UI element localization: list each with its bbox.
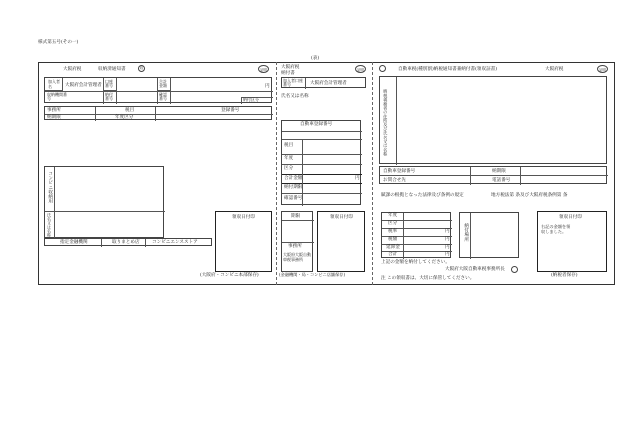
middle-confirm-no-label: 確認番号 xyxy=(284,196,303,201)
right-header-title: 自動車税(種別割)納税通知書兼納付書(領収証書) xyxy=(398,67,498,72)
middle-section xyxy=(277,62,372,285)
right-basis-value: 地方税法第 条及び大阪府税条例第 条 xyxy=(491,193,568,198)
left-tax-item-label: 税目 xyxy=(125,108,135,113)
middle-tax-item-label: 税目 xyxy=(284,143,294,148)
left-conv-block xyxy=(44,166,164,238)
left-convstore-label: コンビニエンスストア xyxy=(152,240,198,245)
left-receipt-stamp-box xyxy=(215,211,272,272)
right-amount-label: 税額 xyxy=(388,237,398,242)
left-conv-label: コンビニ収納用 xyxy=(47,171,53,204)
left-keep-note: (大阪府・コンビニ本部保存) xyxy=(200,273,259,278)
left-yen: 円 xyxy=(265,84,270,89)
right-class-label: 区分 xyxy=(388,221,398,226)
left-receipt-stamp-label: 領収日付印 xyxy=(232,215,255,220)
left-account-label: 口座番号 xyxy=(105,79,113,89)
right-received-text: 右記の金額を領収しました。 xyxy=(541,224,571,235)
middle-cert-stamp: 証明 xyxy=(355,65,366,73)
right-yen-2: 円 xyxy=(445,237,450,242)
left-section xyxy=(38,62,276,285)
left-year-class-label: 年度区分 xyxy=(115,115,134,120)
right-cert-stamp: 証明 xyxy=(597,65,608,73)
right-car-reg-label: 自動車登録番号 xyxy=(383,169,416,174)
left-total-label: 合計金額 xyxy=(159,79,167,89)
left-payer-value: 大阪府会計管理者 xyxy=(65,83,102,88)
right-contact-label: お問合せ先 xyxy=(383,178,406,183)
middle-receipt-stamp-box xyxy=(317,211,365,272)
right-taxpayer-label: 納税義務者の住所及び氏名又は名称 xyxy=(383,89,389,157)
left-taxpayer-label: 氏名又は名称 xyxy=(47,213,52,237)
left-handling-label: 取りまとめ店 xyxy=(112,240,140,245)
left-agency-label: 指定金融機関 xyxy=(60,240,88,245)
right-header-pref: 大阪府税 xyxy=(545,67,564,72)
right-yen-4: 円 xyxy=(445,252,450,257)
right-issuer: 大阪府大阪自動車税事務所長 xyxy=(445,267,505,272)
middle-year-label: 年度 xyxy=(284,156,294,161)
right-tax-rate-label: 税率 xyxy=(388,229,398,234)
right-basis-label: 賦課の根拠となった法律及び条例の規定 xyxy=(381,193,464,198)
left-deadline-label: 納期限 xyxy=(47,115,61,120)
left-stamp-circle: 収 xyxy=(139,66,144,70)
middle-yen: 円 xyxy=(355,176,360,181)
left-payer-label: 加入者名 xyxy=(48,79,60,89)
right-yen-3: 円 xyxy=(445,245,450,250)
left-pay-class-label: 納付区分 xyxy=(243,97,259,102)
left-cert-stamp: 証明 xyxy=(258,65,269,73)
middle-period-label: 期限 xyxy=(291,214,301,219)
left-info-table xyxy=(44,77,272,103)
right-notice-label: 上記の金額を納付してください。 xyxy=(381,260,450,265)
right-year-label: 年度 xyxy=(388,213,398,218)
right-yen-1: 円 xyxy=(445,229,450,234)
right-issuer-seal xyxy=(511,266,518,273)
right-phone-label: 電話番号 xyxy=(492,178,511,183)
middle-name-label: 氏名又は名称 xyxy=(281,94,309,99)
left-reg-no-label: 登録番号 xyxy=(221,108,240,113)
right-reg-table xyxy=(379,166,607,184)
right-sum-label: 合計 xyxy=(388,252,398,257)
right-receipt-stamp-label: 領収日付印 xyxy=(559,215,582,220)
middle-car-table xyxy=(281,120,361,205)
left-agency-row xyxy=(44,238,212,246)
middle-payer-value: 大阪府会計管理者 xyxy=(310,81,347,86)
middle-total-label: 合計金額 xyxy=(284,176,303,181)
middle-header-pref: 大阪府税 xyxy=(281,65,300,70)
middle-car-reg-label: 自動車登録番号 xyxy=(300,122,333,127)
right-amount-table xyxy=(381,212,451,258)
middle-receipt-stamp-label: 領収日付印 xyxy=(330,215,353,220)
middle-deadline-label: 納付期限 xyxy=(284,185,303,190)
front-mark: (表) xyxy=(311,56,320,61)
middle-keep-note: (金融機関・局・コンビニ店舗保存) xyxy=(279,272,346,277)
middle-car-office-label: 大阪府大阪自動車税事務所 xyxy=(283,252,311,263)
middle-payer-label: 加入者口座番号 xyxy=(283,78,303,88)
left-header-pref: 大阪府税 xyxy=(63,67,82,72)
left-header-title: 収納済通知書 xyxy=(98,67,126,72)
left-office-label: 事務所 xyxy=(47,108,61,113)
form-number: 様式第五号(その一) xyxy=(38,40,79,45)
right-taxpayer-block xyxy=(379,76,607,164)
right-payer-place-box xyxy=(459,212,519,258)
right-section xyxy=(373,62,615,285)
left-office-table xyxy=(44,106,272,120)
right-stamp-circle xyxy=(379,65,386,72)
right-payer-place-label: 納付場所 xyxy=(463,223,469,242)
middle-office-label: 事務所 xyxy=(288,244,302,249)
middle-header-title: 納付書 xyxy=(281,71,295,76)
middle-class-label: 区分 xyxy=(284,166,294,171)
left-fin-no-label: 収納機関番号 xyxy=(47,92,67,102)
right-deadline-label: 納期限 xyxy=(492,169,506,174)
middle-period-box xyxy=(281,211,313,272)
right-keep-note: (納税者保存) xyxy=(551,273,578,278)
middle-payer-table xyxy=(281,77,366,88)
left-confirm-no-label: 確認番号 xyxy=(159,92,167,102)
right-warning: 注 この領収書は、大切に保管してください。 xyxy=(381,276,475,281)
right-delay-label: 延滞金 xyxy=(386,245,400,250)
left-pay-no-label: 納付番号 xyxy=(105,92,113,102)
right-receipt-stamp-box xyxy=(537,211,607,272)
